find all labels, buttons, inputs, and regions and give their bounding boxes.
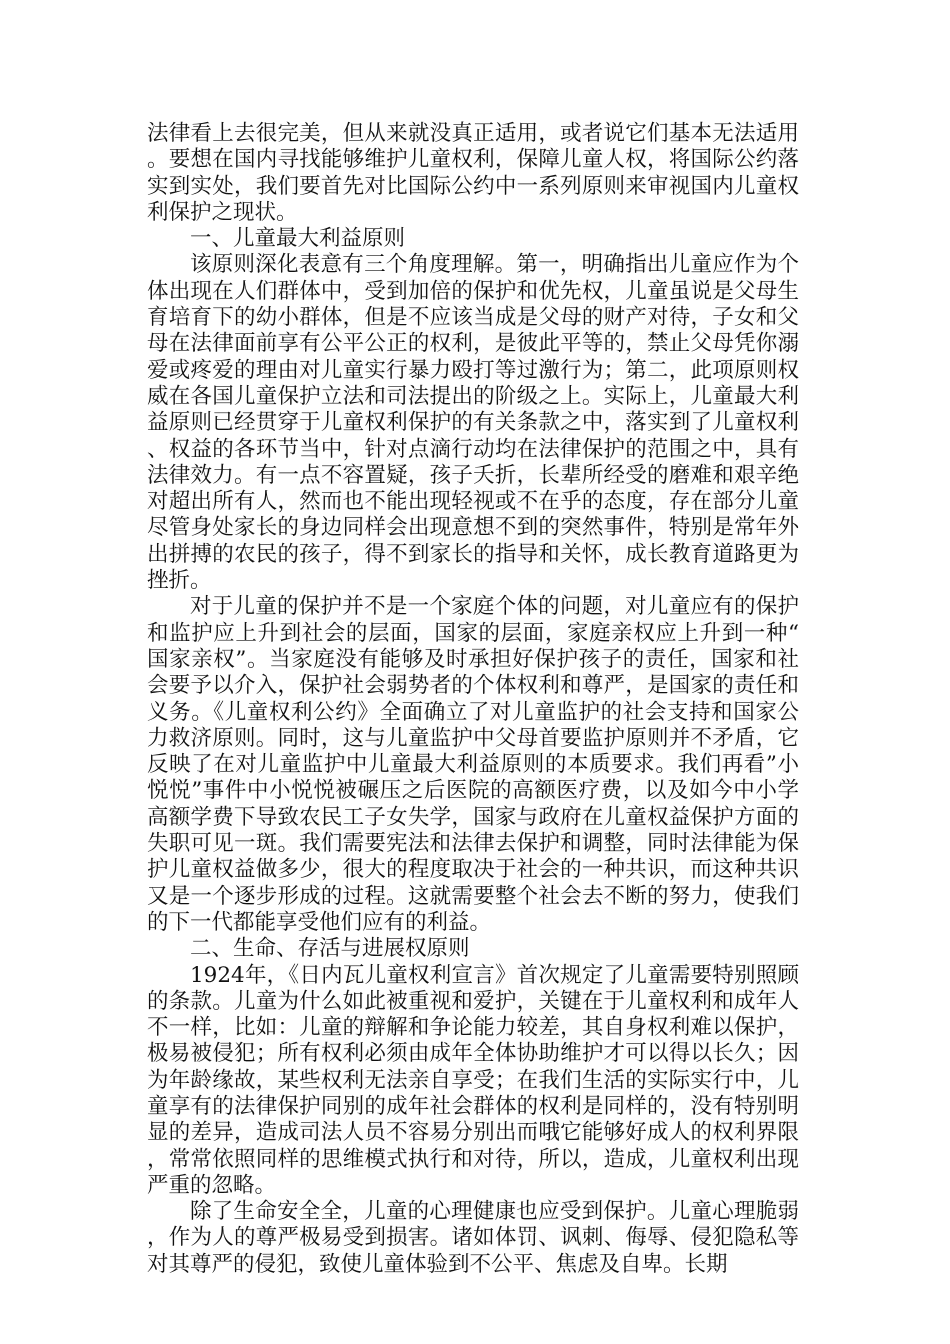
paragraph-mental-health: 除了生命安全全，儿童的心理健康也应受到保护。儿童心理脆弱，作为人的尊严极易受到损害。诸如体罚、讽刺、侮辱、侵犯隐私等对其尊严的侵犯，致使儿童体验到不公平、焦虑及自卑。长期 bbox=[147, 1199, 799, 1277]
paragraph-best-interests: 该原则深化表意有三个角度理解。第一，明确指出儿童应作为个体出现在人们群体中，受到加倍的保护和优先权，儿童虽说是父母生育培育下的幼小群体，但是不应该当成是父母的财产对待，子女和父母在法律面前享有公平公正的权利，是彼此平等的，禁止父母凭你溺爱或疼爱的理由对儿童实行暴力殴打等过激行为；第二，此项原则权威在各国儿童保护立法和司法提出的阶级之上。实际上，儿童最大利益原则已经贯穿于儿童权利保护的有关条款之中，落实到了儿童权利、权益的各环节当中，针对点滴行动均在法律保护的范围之中，具有法律效力。有一点不容置疑，孩子夭折，长辈所经受的磨难和艰辛绝对超出所有人，然而也不能出现轻视或不在乎的态度，存在部分儿童尽管身处家长的身边同样会出现意想不到的突然事件，特别是常年外出拼搏的农民的孩子，得不到家长的指导和关怀，成长教育道路更为挫折。 bbox=[147, 252, 799, 594]
section-heading-right-to-life: 二、生命、存活与进展权原则 bbox=[190, 936, 470, 962]
paragraph-geneva-declaration: 1924年，《日内瓦儿童权利宣言》首次规定了儿童需要特别照顾的条款。儿童为什么如此被重视和爱护，关键在于儿童权利和成年人不一样，比如：儿童的辩解和争论能力较差，其自身权利难以保护，极易被侵犯；所有权利必须由成年全体协助维护才可以得以长久；因为年龄缘故，某些权利无法亲自享受；在我们生活的实际实行中，儿童享有的法律保护同别的成年社会群体的权利是同样的，没有特别明显的差异，造成司法人员不容易分别出而哦它能够好成人的权利界限，常常依照同样的思维模式执行和对待，所以，造成，儿童权利出现严重的忽略。 bbox=[147, 962, 799, 1198]
section-heading-best-interests: 一、儿童最大利益原则 bbox=[190, 226, 406, 252]
document-page bbox=[147, 121, 799, 1278]
paragraph-state-guardianship: 对于儿童的保护并不是一个家庭个体的问题，对儿童应有的保护和监护应上升到社会的层面，国家的层面，家庭亲权应上升到一种“国家亲权”。当家庭没有能够及时承担好保护孩子的责任，国家和社会要予以介入，保护社会弱势者的个体权利和尊严，是国家的责任和义务。《儿童权利公约》全面确立了对儿童监护的社会支持和国家公力救济原则。同时，这与儿童监护中父母首要监护原则并不矛盾，它反映了在对儿童监护中儿童最大利益原则的本质要求。我们再看”小悦悦”事件中小悦悦被碾压之后医院的高额医疗费，以及如今中小学高额学费下导致农民工子女失学，国家与政府在儿童权益保护方面的失职可见一斑。我们需要宪法和法律去保护和调整，同时法律能为保护儿童权益做多少，很大的程度取决于社会的一种共识，而这种共识又是一个逐步形成的过程。这就需要整个社会去不断的努力，使我们的下一代都能享受他们应有的利益。 bbox=[147, 594, 799, 935]
intro-paragraph: 法律看上去很完美，但从来就没真正适用，或者说它们基本无法适用。要想在国内寻找能够维护儿童权利，保障儿童人权，将国际公约落实到实处，我们要首先对比国际公约中一系列原则来审视国内儿童权利保护之现状。 bbox=[147, 121, 799, 225]
